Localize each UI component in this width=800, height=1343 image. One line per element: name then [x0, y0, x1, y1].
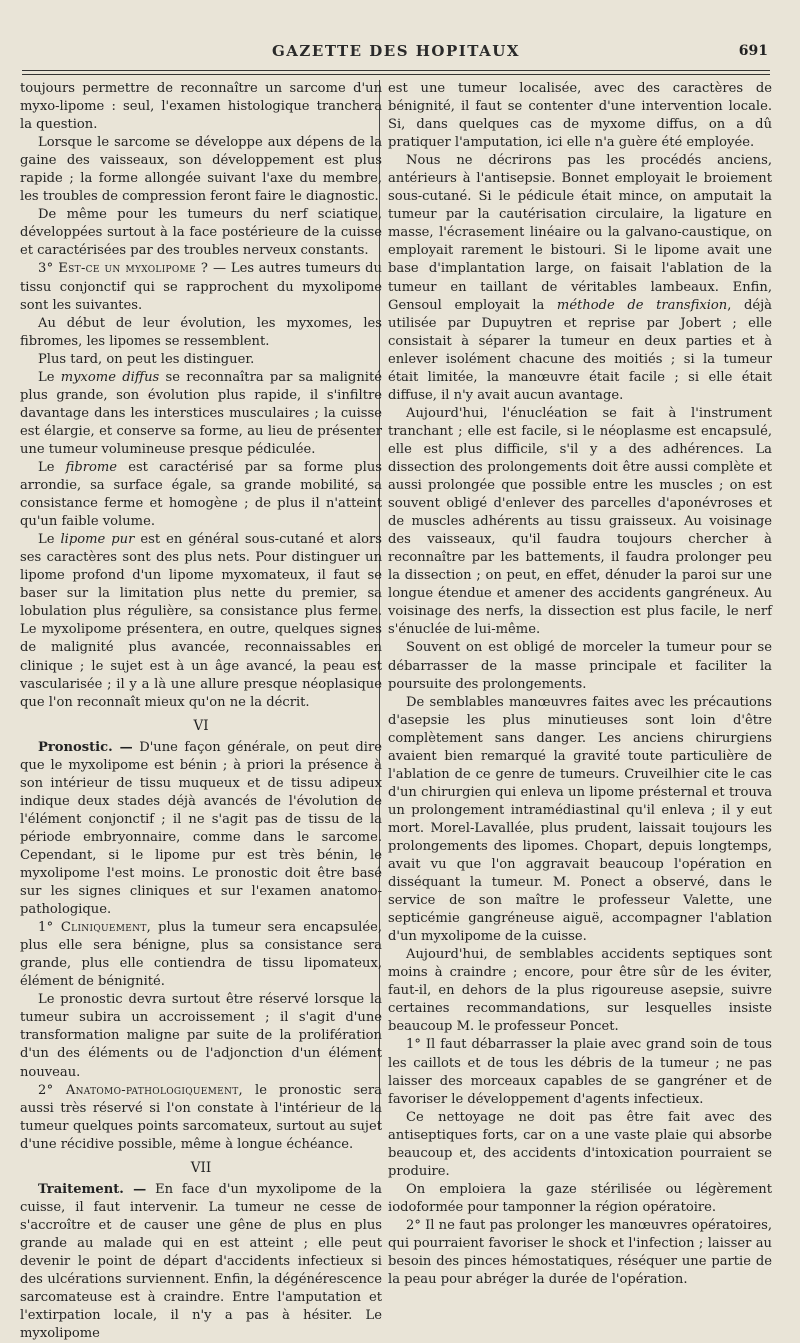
running-title: GAZETTE DES HOPITAUX — [271, 42, 520, 60]
left-column — [20, 80, 382, 1343]
paragraph: Ce nettoyage ne doit pas être fait avec des antiseptiques forts, car on a une vaste plaie qui absorbe beaucoup et, des accidents d'intoxication pourraient se produire. — [388, 1109, 772, 1179]
paragraph: De même pour les tumeurs du nerf sciatique, développées surtout à la face postérieure de la cuisse et caractérisées par des troubles nerveux constants. — [20, 207, 382, 259]
paragraph: toujours permettre de reconnaître un sarcome d'un myxo-lipome : seul, l'examen histologique tranchera la question. — [20, 81, 382, 133]
italic-term: myxome diffus — [60, 369, 160, 385]
italic-term: lipome pur — [60, 532, 135, 548]
paragraph: Le myxome diffus se reconnaîtra par sa malignité plus grande, son évolution plus rapide, il s'infiltre davantage dans les interstices musculaires ; la cuisse est élargie, et conserve sa forme, au lieu de présenter une tumeur volumineuse presque pédiculée. — [20, 369, 383, 457]
section-number: VI — [193, 717, 209, 734]
subsection-heading: 3° Est-ce un myxolipome ? — — [38, 261, 227, 277]
section-number: VII — [190, 1159, 212, 1176]
paragraph: Le lipome pur est en général sous-cutané et alors ses caractères sont des plus nets. Pour distinguer un lipome profond d'un lipome myxomateux, il faut se baser sur la limitation plus nette du premier, sa lobulation plus régulière, sa consistance plus ferme. Le myxolipome présentera, en outre, quelques signes de malignité plus avancée, reconnaissables en clinique ; le sujet est à un âge avancé, la peau est vascularisée ; il y a là une allure presque néoplasique que l'on reconnaît mieux qu'on ne la décrit. — [20, 532, 383, 710]
paragraph: De semblables manœuvres faites avec les précautions d'asepsie les plus minutieuses sont loin d'être complètement sans danger. Les anciens chirurgiens avaient bien remarqué la gravité toute particulière de l'ablation de ce genre de tumeurs. Cruveilhier cite le cas d'un chirurgien qui enleva un lipome présternal et trouva un prolongement intramédiastinal qu'il enleva ; il y eut mort. Morel-Lavallée, plus prudent, laissait toujours les prolongements des lipomes. Chopart, depuis longtemps, avait vu que l'on aggravait beaucoup l'opération en disséquant la tumeur. M. Ponect a observé, dans le service de son maître le professeur Valette, une septicémie gangréneuse aiguë, accompagner l'ablation d'un myxolipome de la cuisse. — [388, 694, 772, 945]
paragraph: Aujourd'hui, l'énucléation se fait à l'instrument tranchant ; elle est facile, si le néoplasme est encapsulé, elle est plus difficile, s'il y a des adhérences. La dissection des prolongements doit être aussi complète et aussi prolongée que possible entre les muscles ; on est souvent obligé d'enlever des parcelles d'aponévroses et de muscles adhérents au tissu graisseux. Au voisinage des vaisseaux, qu'il faudra toujours chercher à reconnaître par les battements, il faudra prolonger peu la dissection ; on peut, en effet, dénuder la paroi sur une longue étendue et amener des accidents gangréneux. Au voisinage des nerfs, la dissection est plus facile, le nerf s'énuclée de lui-même. — [388, 405, 772, 638]
paragraph: Souvent on est obligé de morceler la tumeur pour se débarrasser de la masse principale et faciliter la poursuite des prolongements. — [388, 640, 772, 692]
section-heading: Pronostic. — — [38, 739, 133, 755]
paragraph: Pronostic. — D'une façon générale, on peut dire que le myxolipome est bénin ; à priori la présence à son intérieur de tissu muqueux et de tissu adipeux indique deux stades déjà avancés de l'évolution de l'élément conjonctif ; il ne s'agit pas de tissu de la période embryonnaire, comme dans le sarcome. Cependant, si le lipome pur est très bénin, le myxolipome l'est moins. Le pronostic doit être basé sur les signes cliniques et sur l'examen anatomo-pathologique. — [20, 739, 382, 918]
paragraph: Aujourd'hui, de semblables accidents septiques sont moins à craindre ; encore, pour être sûr de les éviter, faut-il, en dehors de la plus rigoureuse asepsie, suivre certaines recommandations, sur lesquelles insiste beaucoup M. le professeur Poncet. — [388, 947, 772, 1035]
paragraph: On emploiera la gaze stérilisée ou légèrement iodoformée pour tamponner la région opératoire. — [388, 1181, 772, 1215]
paragraph: 2° Il ne faut pas prolonger les manœuvres opératoires, qui pourraient favoriser le shock et l'infection ; laisser au besoin des pinces hémostatiques, réséquer une partie de la peau pour abréger la durée de l'opération. — [388, 1217, 772, 1288]
header-rule-bottom — [22, 74, 770, 75]
page-number: 691 — [738, 43, 768, 59]
paragraph: Plus tard, on peut les distinguer. — [38, 351, 255, 367]
paragraph: Nous ne décrirons pas les procédés anciens, antérieurs à l'antisepsie. Bonnet employait le broiement sous-cutané. Si le pédicule était mince, on amputait la tumeur par la cautérisation circulaire, la ligature en masse, l'écrasement linéaire ou la galvano-caustique, on employait rarement le bistouri. Si le lipome avait une base d'implantation large, on faisait l'ablation de la tumeur en taillant de véritables lambeaux. Enfin, Gensoul employait la méthode de transfixion, déjà utilisée par Dupuytren et reprise par Jobert ; elle consistait à séparer la tumeur en deux parties et à enlever isolément chacune des moitiés ; si la tumeur était limitée, la manœuvre était facile ; si elle était diffuse, il n'y avait aucun avantage. — [388, 153, 772, 403]
section-heading: Traitement. — — [38, 1181, 147, 1197]
paragraph: est une tumeur localisée, avec des caractères de bénignité, il faut se contenter d'une intervention locale. Si, dans quelques cas de myxome diffus, on a dû pratiquer l'amputation, ici elle n'a guère été employée. — [388, 81, 772, 151]
paragraph: 1° Il faut débarrasser la plaie avec grand soin de tous les caillots et de tous les débris de la tumeur ; ne pas laisser des morceaux capables de se gangréner et de favoriser le développement d'agents infectieux. — [388, 1037, 772, 1107]
paragraph: Le pronostic devra surtout être réservé lorsque la tumeur subira un accroissement ; il s'agit d'une transformation maligne par suite de la prolifération d'un des éléments ou de l'adjonction d'un élément nouveau. — [20, 992, 382, 1080]
paragraph: 2° Anatomo-pathologiquement, le pronostic sera aussi très réservé si l'on constate à l'intérieur de la tumeur quelques points sarcomateux, surtout au sujet d'une récidive possible, même à longue échéance. — [20, 1082, 382, 1152]
subsection-heading: 1° Cliniquement, — [38, 920, 152, 936]
paragraph: Au début de leur évolution, les myxomes, les fibromes, les lipomes se ressemblent. — [20, 315, 382, 349]
subsection-heading: 2° Anatomo-pathologiquement, — [38, 1082, 243, 1098]
paragraph: Traitement. — En face d'un myxolipome de la cuisse, il faut intervenir. La tumeur ne cesse de s'accroître et de causer une gêne de plus en plus grande au malade qui en est atteint ; elle peut devenir le point de départ d'accidents infectieux si des ulcérations surviennent. Enfin, la dégénérescence sarcomateuse est à craindre. Entre l'amputation et l'extirpation locale, il n'y a pas à hésiter. Le myxolipome — [20, 1181, 382, 1342]
page-header — [22, 42, 770, 66]
paragraph: Lorsque le sarcome se développe aux dépens de la gaine des vaisseaux, son développement est plus rapide ; la forme allongée suivant l'axe du membre, les troubles de compression feront faire le diagnostic. — [20, 135, 382, 205]
paragraph: Le fibrome est caractérisé par sa forme plus arrondie, sa surface égale, sa grande mobilité, sa consistance ferme et homogène ; de plus il n'atteint qu'un faible volume. — [20, 459, 382, 530]
paragraph: 1° Cliniquement, plus la tumeur sera encapsulée, plus elle sera bénigne, plus sa consistance sera grande, plus elle contiendra de tissu lipomateux, élément de bénignité. — [20, 920, 382, 990]
header-rule-top — [22, 70, 770, 71]
italic-term: fibrome — [65, 459, 118, 475]
right-column — [388, 80, 772, 1289]
paragraph: 3° Est-ce un myxolipome ? — Les autres tumeurs du tissu conjonctif qui se rapprochent du myxolipome sont les suivantes. — [20, 261, 382, 313]
italic-term: méthode de transfixion — [556, 297, 728, 313]
